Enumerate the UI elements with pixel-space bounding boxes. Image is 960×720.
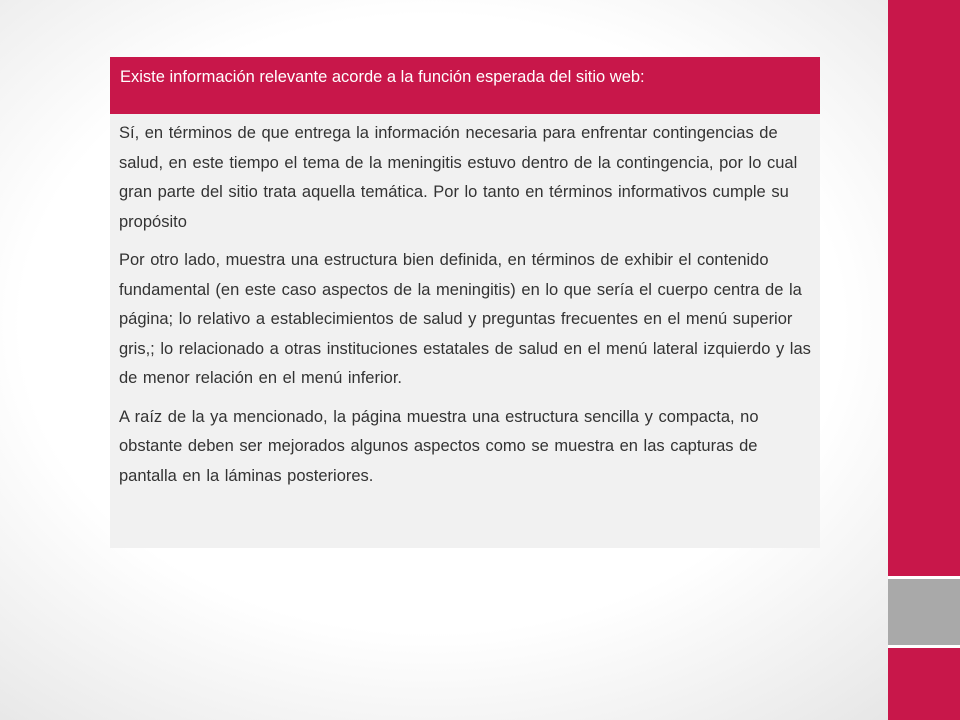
content-table bbox=[110, 57, 820, 548]
body-paragraph-2: Por otro lado, muestra una estructura bien definida, en términos de exhibir el contenido fundamental (en este caso aspectos de la meningitis) en lo que sería el cuerpo centra de la página; lo relativo a establecimientos de salud y preguntas frecuentes en el menú superior gris,; lo relacionado a otras instituciones estatales de salud en el menú lateral izquierdo y las de menor relación en el menú inferior. bbox=[119, 251, 811, 387]
sidebar-red-block-bottom bbox=[888, 648, 960, 720]
table-body-cell bbox=[110, 114, 820, 548]
table-header-cell: Existe información relevante acorde a la función esperada del sitio web: bbox=[110, 57, 820, 114]
sidebar-gray-block bbox=[888, 576, 960, 648]
sidebar-red-block-top bbox=[888, 0, 960, 576]
sidebar-divider bbox=[888, 645, 960, 648]
body-paragraph-3: A raíz de la ya mencionado, la página muestra una estructura sencilla y compacta, no obstante deben ser mejorados algunos aspectos como se muestra en las capturas de pantalla en la láminas posteriores. bbox=[119, 407, 759, 485]
body-paragraph-1: Sí, en términos de que entrega la información necesaria para enfrentar contingencias de salud, en este tiempo el tema de la meningitis estuvo dentro de la contingencia, por lo cual gran parte del sitio trata aquella temática. Por lo tanto en términos informativos cumple su propósito bbox=[119, 124, 798, 231]
sidebar-divider bbox=[888, 576, 960, 579]
decorative-sidebar bbox=[888, 0, 960, 720]
